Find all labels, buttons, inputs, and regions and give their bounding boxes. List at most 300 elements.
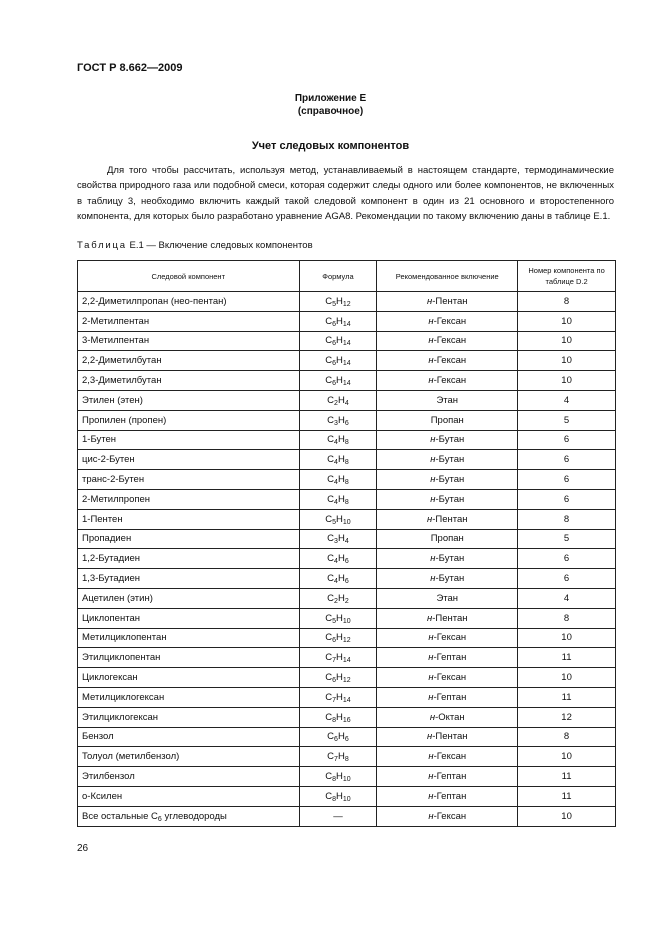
inclusion-prefix: н	[428, 810, 434, 822]
formula-element: C	[325, 790, 333, 802]
formula-subscript: 14	[342, 360, 351, 368]
cell-formula	[299, 390, 377, 410]
formula-subscript: 14	[342, 340, 351, 348]
table-row	[78, 311, 616, 331]
formula-subscript: 2	[334, 597, 338, 605]
formula-element: H	[337, 434, 345, 446]
inclusion-prefix: н	[428, 751, 434, 763]
inclusion-name: -Пентан	[432, 731, 468, 743]
cell-inclusion	[377, 549, 518, 569]
appendix-heading	[0, 92, 661, 118]
table-row	[78, 331, 616, 351]
cell-component: 2-Метилпентан	[78, 311, 300, 331]
formula-subscript: 12	[342, 637, 351, 645]
cell-inclusion	[377, 727, 518, 747]
component-suffix: углеводороды	[161, 810, 227, 822]
cell-number: 10	[518, 747, 616, 767]
cell-component: Этилциклогексан	[78, 707, 300, 727]
cell-number: 6	[518, 569, 616, 589]
inclusion-name: -Бутан	[435, 434, 465, 446]
inclusion-name: -Пентан	[432, 295, 468, 307]
formula-subscript: 16	[342, 716, 351, 724]
table-row	[78, 668, 616, 688]
cell-number: 11	[518, 786, 616, 806]
cell-formula	[299, 430, 377, 450]
formula-subscript: 2	[334, 399, 338, 407]
cell-inclusion	[377, 410, 518, 430]
cell-component: Циклогексан	[78, 668, 300, 688]
formula-element: H	[336, 335, 343, 347]
formula-subscript: 6	[334, 736, 338, 744]
formula-subscript: 14	[342, 657, 351, 665]
inclusion-name: Пропан	[430, 414, 464, 426]
table-row	[78, 628, 616, 648]
table-row	[78, 648, 616, 668]
inclusion-prefix: н	[427, 295, 433, 307]
inclusion-name: -Гексан	[433, 315, 467, 327]
inclusion-prefix: н	[430, 493, 436, 505]
table-row	[78, 371, 616, 391]
formula-subscript: 14	[342, 380, 351, 388]
inclusion-prefix: н	[430, 454, 436, 466]
cell-formula	[299, 292, 377, 312]
column-header-number: Номер компонента по таблице D.2	[518, 261, 616, 292]
cell-inclusion	[377, 588, 518, 608]
cell-formula	[299, 687, 377, 707]
component-subscript: 6	[157, 815, 162, 823]
formula-subscript: 5	[332, 617, 337, 625]
cell-component: 3-Метилпентан	[78, 331, 300, 351]
table-body	[78, 292, 616, 827]
formula-element: C	[327, 573, 335, 585]
formula-element: H	[336, 711, 343, 723]
formula-element: H	[337, 493, 345, 505]
cell-number: 10	[518, 371, 616, 391]
table-row	[78, 292, 616, 312]
inclusion-prefix: н	[429, 711, 436, 723]
cell-formula	[299, 668, 377, 688]
inclusion-name: -Гексан	[433, 375, 467, 387]
formula-element: C	[327, 533, 335, 545]
formula-element: H	[337, 454, 345, 466]
cell-inclusion	[377, 430, 518, 450]
formula-element: C	[325, 652, 333, 664]
inclusion-prefix: н	[430, 573, 436, 585]
inclusion-name: -Бутан	[435, 454, 465, 466]
table-row	[78, 509, 616, 529]
formula-element: C	[325, 295, 333, 307]
formula-element: C	[325, 513, 333, 525]
formula-element: H	[336, 612, 343, 624]
formula-element: C	[327, 592, 335, 604]
cell-number: 8	[518, 727, 616, 747]
inclusion-prefix: н	[428, 355, 434, 367]
cell-inclusion	[377, 331, 518, 351]
table-row	[78, 569, 616, 589]
cell-formula	[299, 727, 377, 747]
cell-formula	[299, 747, 377, 767]
formula-subscript: 6	[344, 736, 349, 744]
formula-element: C	[327, 394, 335, 406]
cell-component: Пропилен (пропен)	[78, 410, 300, 430]
cell-component	[78, 806, 300, 826]
inclusion-prefix: н	[427, 513, 433, 525]
formula-subscript: 8	[344, 439, 349, 447]
cell-formula	[299, 608, 377, 628]
cell-formula	[299, 628, 377, 648]
cell-inclusion	[377, 311, 518, 331]
cell-number: 6	[518, 470, 616, 490]
cell-inclusion	[377, 786, 518, 806]
table-row	[78, 747, 616, 767]
cell-inclusion	[377, 529, 518, 549]
formula-subscript: 14	[342, 696, 351, 704]
cell-component: цис-2-Бутен	[78, 450, 300, 470]
cell-inclusion	[377, 390, 518, 410]
cell-number: 6	[518, 549, 616, 569]
cell-inclusion	[377, 707, 518, 727]
cell-formula	[299, 588, 377, 608]
cell-inclusion	[377, 668, 518, 688]
formula-subscript: 4	[334, 498, 338, 506]
inclusion-prefix: н	[430, 434, 436, 446]
cell-number: 11	[518, 648, 616, 668]
formula-subscript: 14	[342, 320, 351, 328]
cell-component: Этилбензол	[78, 767, 300, 787]
trace-components-table	[77, 260, 616, 827]
table-row	[78, 767, 616, 787]
formula-element: H	[337, 592, 345, 604]
cell-component: Пропадиен	[78, 529, 300, 549]
formula-subscript: 3	[334, 419, 338, 427]
section-title: Учет следовых компонентов	[251, 140, 410, 152]
formula-subscript: 8	[344, 479, 349, 487]
cell-component: 2,3-Диметилбутан	[78, 371, 300, 391]
formula-element: H	[336, 652, 343, 664]
formula-element: H	[337, 751, 345, 763]
formula-element: H	[337, 414, 345, 426]
inclusion-prefix: н	[430, 474, 436, 486]
table-row	[78, 529, 616, 549]
cell-formula	[299, 569, 377, 589]
inclusion-name: -Гептан	[433, 790, 467, 802]
component-prefix: Все остальные C	[82, 810, 158, 822]
appendix-type: (справочное)	[297, 106, 364, 117]
cell-formula	[299, 549, 377, 569]
cell-inclusion	[377, 767, 518, 787]
formula-subscript: 10	[342, 795, 351, 803]
formula-subscript: 8	[344, 459, 349, 467]
inclusion-name: -Гексан	[433, 335, 467, 347]
inclusion-prefix: н	[428, 632, 434, 644]
cell-component: Этилен (этен)	[78, 390, 300, 410]
cell-number: 10	[518, 628, 616, 648]
cell-component: Бензол	[78, 727, 300, 747]
cell-number: 11	[518, 687, 616, 707]
cell-component: о-Ксилен	[78, 786, 300, 806]
cell-number: 4	[518, 390, 616, 410]
formula-element: C	[325, 335, 333, 347]
formula-subscript: 6	[344, 419, 349, 427]
formula-element: C	[325, 672, 333, 684]
formula-subscript: 4	[334, 459, 338, 467]
formula-element: C	[327, 454, 335, 466]
cell-inclusion	[377, 648, 518, 668]
cell-number: 10	[518, 806, 616, 826]
intro-paragraph: Для того чтобы рассчитать, используя метод, устанавливаемый в настоящем стандарте, термодинамические свойства природного газа или подобной смеси, которая содержит следы одного или более компонентов, не включенных в таблицу 3, необходимо включить каждый такой следовой компонент в один из 21 основного и второстепенного компонента, для которых было разработано уравнение AGA8. Рекомендации по такому включению даны в таблице Е.1.	[77, 165, 614, 223]
cell-formula	[299, 331, 377, 351]
formula-subscript: 8	[344, 756, 349, 764]
formula-subscript: 6	[332, 340, 337, 348]
formula-element: C	[327, 553, 335, 565]
inclusion-name: Пропан	[430, 533, 464, 545]
formula-element: C	[327, 493, 335, 505]
cell-number: 6	[518, 430, 616, 450]
table-header-row	[78, 261, 616, 292]
table-caption-prefix: Таблица	[77, 240, 127, 251]
cell-inclusion	[377, 509, 518, 529]
formula-subscript: 4	[334, 578, 338, 586]
table-row	[78, 489, 616, 509]
inclusion-name: -Бутан	[435, 573, 465, 585]
formula-element: H	[336, 771, 343, 783]
formula-element: C	[325, 711, 333, 723]
inclusion-name: -Бутан	[435, 553, 465, 565]
cell-formula	[299, 786, 377, 806]
formula-subscript: 6	[344, 558, 349, 566]
cell-component: Метилциклопентан	[78, 628, 300, 648]
page-number: 26	[77, 843, 89, 854]
formula-subscript: 4	[344, 538, 349, 546]
cell-number: 6	[518, 489, 616, 509]
formula-subscript: 5	[332, 518, 337, 526]
column-header-formula: Формула	[299, 261, 377, 292]
formula-element: C	[327, 731, 335, 743]
formula-subscript: 7	[334, 756, 338, 764]
cell-component: Ацетилен (этин)	[78, 588, 300, 608]
formula-element: H	[337, 474, 345, 486]
formula-subscript: 8	[332, 795, 337, 803]
table-row	[78, 410, 616, 430]
formula-element: C	[325, 355, 333, 367]
table-caption-title: — Включение следовых компонентов	[146, 240, 313, 251]
cell-inclusion	[377, 747, 518, 767]
inclusion-prefix: н	[427, 612, 433, 624]
cell-inclusion	[377, 351, 518, 371]
formula-subscript: 7	[332, 696, 337, 704]
cell-formula	[299, 371, 377, 391]
inclusion-name: -Гексан	[433, 632, 467, 644]
cell-formula	[299, 450, 377, 470]
formula-element: C	[327, 751, 335, 763]
formula-element: C	[325, 315, 333, 327]
cell-formula	[299, 509, 377, 529]
cell-formula	[299, 489, 377, 509]
cell-number: 8	[518, 292, 616, 312]
inclusion-name: -Гексан	[433, 751, 467, 763]
inclusion-prefix: н	[427, 731, 433, 743]
inclusion-name: -Бутан	[435, 493, 465, 505]
cell-formula	[299, 707, 377, 727]
cell-component: 1,3-Бутадиен	[78, 569, 300, 589]
table-caption	[77, 240, 313, 251]
formula-subscript: 10	[342, 518, 351, 526]
formula-subscript: 4	[334, 479, 338, 487]
formula-element: H	[337, 394, 345, 406]
cell-component: транс-2-Бутен	[78, 470, 300, 490]
formula-element: C	[327, 434, 335, 446]
formula-element: H	[337, 731, 345, 743]
cell-formula: —	[299, 806, 377, 826]
column-header-inclusion: Рекомендованное включение	[377, 261, 518, 292]
formula-subscript: 6	[332, 637, 337, 645]
formula-subscript: 10	[342, 617, 351, 625]
column-header-component: Следовой компонент	[78, 261, 300, 292]
formula-element: H	[336, 691, 343, 703]
table-row	[78, 351, 616, 371]
cell-number: 5	[518, 529, 616, 549]
inclusion-name: -Гексан	[433, 810, 467, 822]
formula-element: H	[336, 632, 343, 644]
formula-element: C	[327, 474, 335, 486]
formula-subscript: 12	[342, 300, 351, 308]
cell-number: 11	[518, 767, 616, 787]
inclusion-prefix: н	[428, 335, 434, 347]
table-caption-number: Е.1	[129, 240, 144, 251]
cell-inclusion	[377, 470, 518, 490]
table-row-all-others	[78, 806, 616, 826]
formula-element: H	[336, 355, 343, 367]
inclusion-prefix: н	[428, 790, 434, 802]
cell-inclusion	[377, 806, 518, 826]
cell-component: 2,2-Диметилпропан (нео-пентан)	[78, 292, 300, 312]
cell-inclusion	[377, 292, 518, 312]
table-row	[78, 727, 616, 747]
formula-subscript: 4	[334, 558, 338, 566]
inclusion-name: Этан	[436, 592, 459, 604]
cell-inclusion	[377, 687, 518, 707]
formula-element: H	[337, 553, 345, 565]
table-row	[78, 786, 616, 806]
formula-element: C	[325, 691, 333, 703]
cell-formula	[299, 410, 377, 430]
cell-number: 10	[518, 331, 616, 351]
table-row	[78, 707, 616, 727]
formula-element: C	[325, 632, 333, 644]
cell-formula	[299, 648, 377, 668]
formula-subscript: 3	[334, 538, 338, 546]
inclusion-prefix: н	[428, 672, 434, 684]
formula-subscript: 6	[332, 320, 337, 328]
cell-component: Циклопентан	[78, 608, 300, 628]
cell-formula	[299, 529, 377, 549]
formula-subscript: 8	[332, 776, 337, 784]
inclusion-prefix: н	[430, 553, 436, 565]
cell-number: 12	[518, 707, 616, 727]
document-header: ГОСТ Р 8.662—2009	[77, 62, 183, 74]
formula-element: C	[325, 375, 333, 387]
formula-element: C	[325, 771, 333, 783]
cell-inclusion	[377, 608, 518, 628]
appendix-title: Приложение Е	[294, 93, 367, 104]
cell-component: Толуол (метилбензол)	[78, 747, 300, 767]
formula-element: H	[337, 573, 345, 585]
inclusion-name: -Гептан	[433, 771, 467, 783]
cell-number: 8	[518, 509, 616, 529]
formula-element: H	[336, 315, 343, 327]
table-row	[78, 390, 616, 410]
formula-subscript: 4	[334, 439, 338, 447]
formula-subscript: 6	[332, 380, 337, 388]
formula-element: C	[327, 414, 335, 426]
cell-number: 5	[518, 410, 616, 430]
formula-subscript: 8	[344, 498, 349, 506]
cell-inclusion	[377, 628, 518, 648]
inclusion-name: -Гексан	[433, 672, 467, 684]
formula-subscript: 12	[342, 677, 351, 685]
formula-subscript: 4	[344, 399, 349, 407]
cell-inclusion	[377, 489, 518, 509]
inclusion-prefix: н	[428, 691, 434, 703]
formula-subscript: 7	[332, 657, 337, 665]
inclusion-name: -Пентан	[432, 612, 468, 624]
inclusion-prefix: н	[428, 375, 434, 387]
cell-component: 1-Бутен	[78, 430, 300, 450]
table-row	[78, 450, 616, 470]
formula-element: H	[336, 672, 343, 684]
formula-element: C	[325, 612, 333, 624]
cell-inclusion	[377, 569, 518, 589]
cell-number: 10	[518, 311, 616, 331]
cell-component: 1,2-Бутадиен	[78, 549, 300, 569]
cell-number: 6	[518, 450, 616, 470]
cell-number: 8	[518, 608, 616, 628]
table-row	[78, 470, 616, 490]
cell-component: Этилциклопентан	[78, 648, 300, 668]
cell-component: 1-Пентен	[78, 509, 300, 529]
formula-element: H	[336, 375, 343, 387]
cell-formula	[299, 351, 377, 371]
inclusion-name: -Гептан	[433, 652, 467, 664]
cell-formula	[299, 470, 377, 490]
inclusion-prefix: н	[428, 652, 434, 664]
inclusion-name: -Гексан	[433, 355, 467, 367]
inclusion-name: Этан	[436, 394, 459, 406]
cell-component: 2,2-Диметилбутан	[78, 351, 300, 371]
cell-formula	[299, 767, 377, 787]
formula-subscript: 2	[344, 597, 349, 605]
cell-number: 10	[518, 351, 616, 371]
formula-subscript: 5	[332, 300, 337, 308]
table-row	[78, 687, 616, 707]
formula-element: H	[336, 513, 343, 525]
formula-subscript: 6	[344, 578, 349, 586]
table-row	[78, 588, 616, 608]
table-row	[78, 549, 616, 569]
cell-inclusion	[377, 371, 518, 391]
inclusion-name: -Бутан	[435, 474, 465, 486]
cell-number: 4	[518, 588, 616, 608]
table-row	[78, 430, 616, 450]
cell-formula	[299, 311, 377, 331]
formula-subscript: 6	[332, 360, 337, 368]
cell-component: 2-Метилпропен	[78, 489, 300, 509]
table-row	[78, 608, 616, 628]
inclusion-name: -Октан	[435, 711, 465, 723]
cell-number: 10	[518, 668, 616, 688]
inclusion-name: -Гептан	[433, 691, 467, 703]
formula-element: H	[336, 790, 343, 802]
